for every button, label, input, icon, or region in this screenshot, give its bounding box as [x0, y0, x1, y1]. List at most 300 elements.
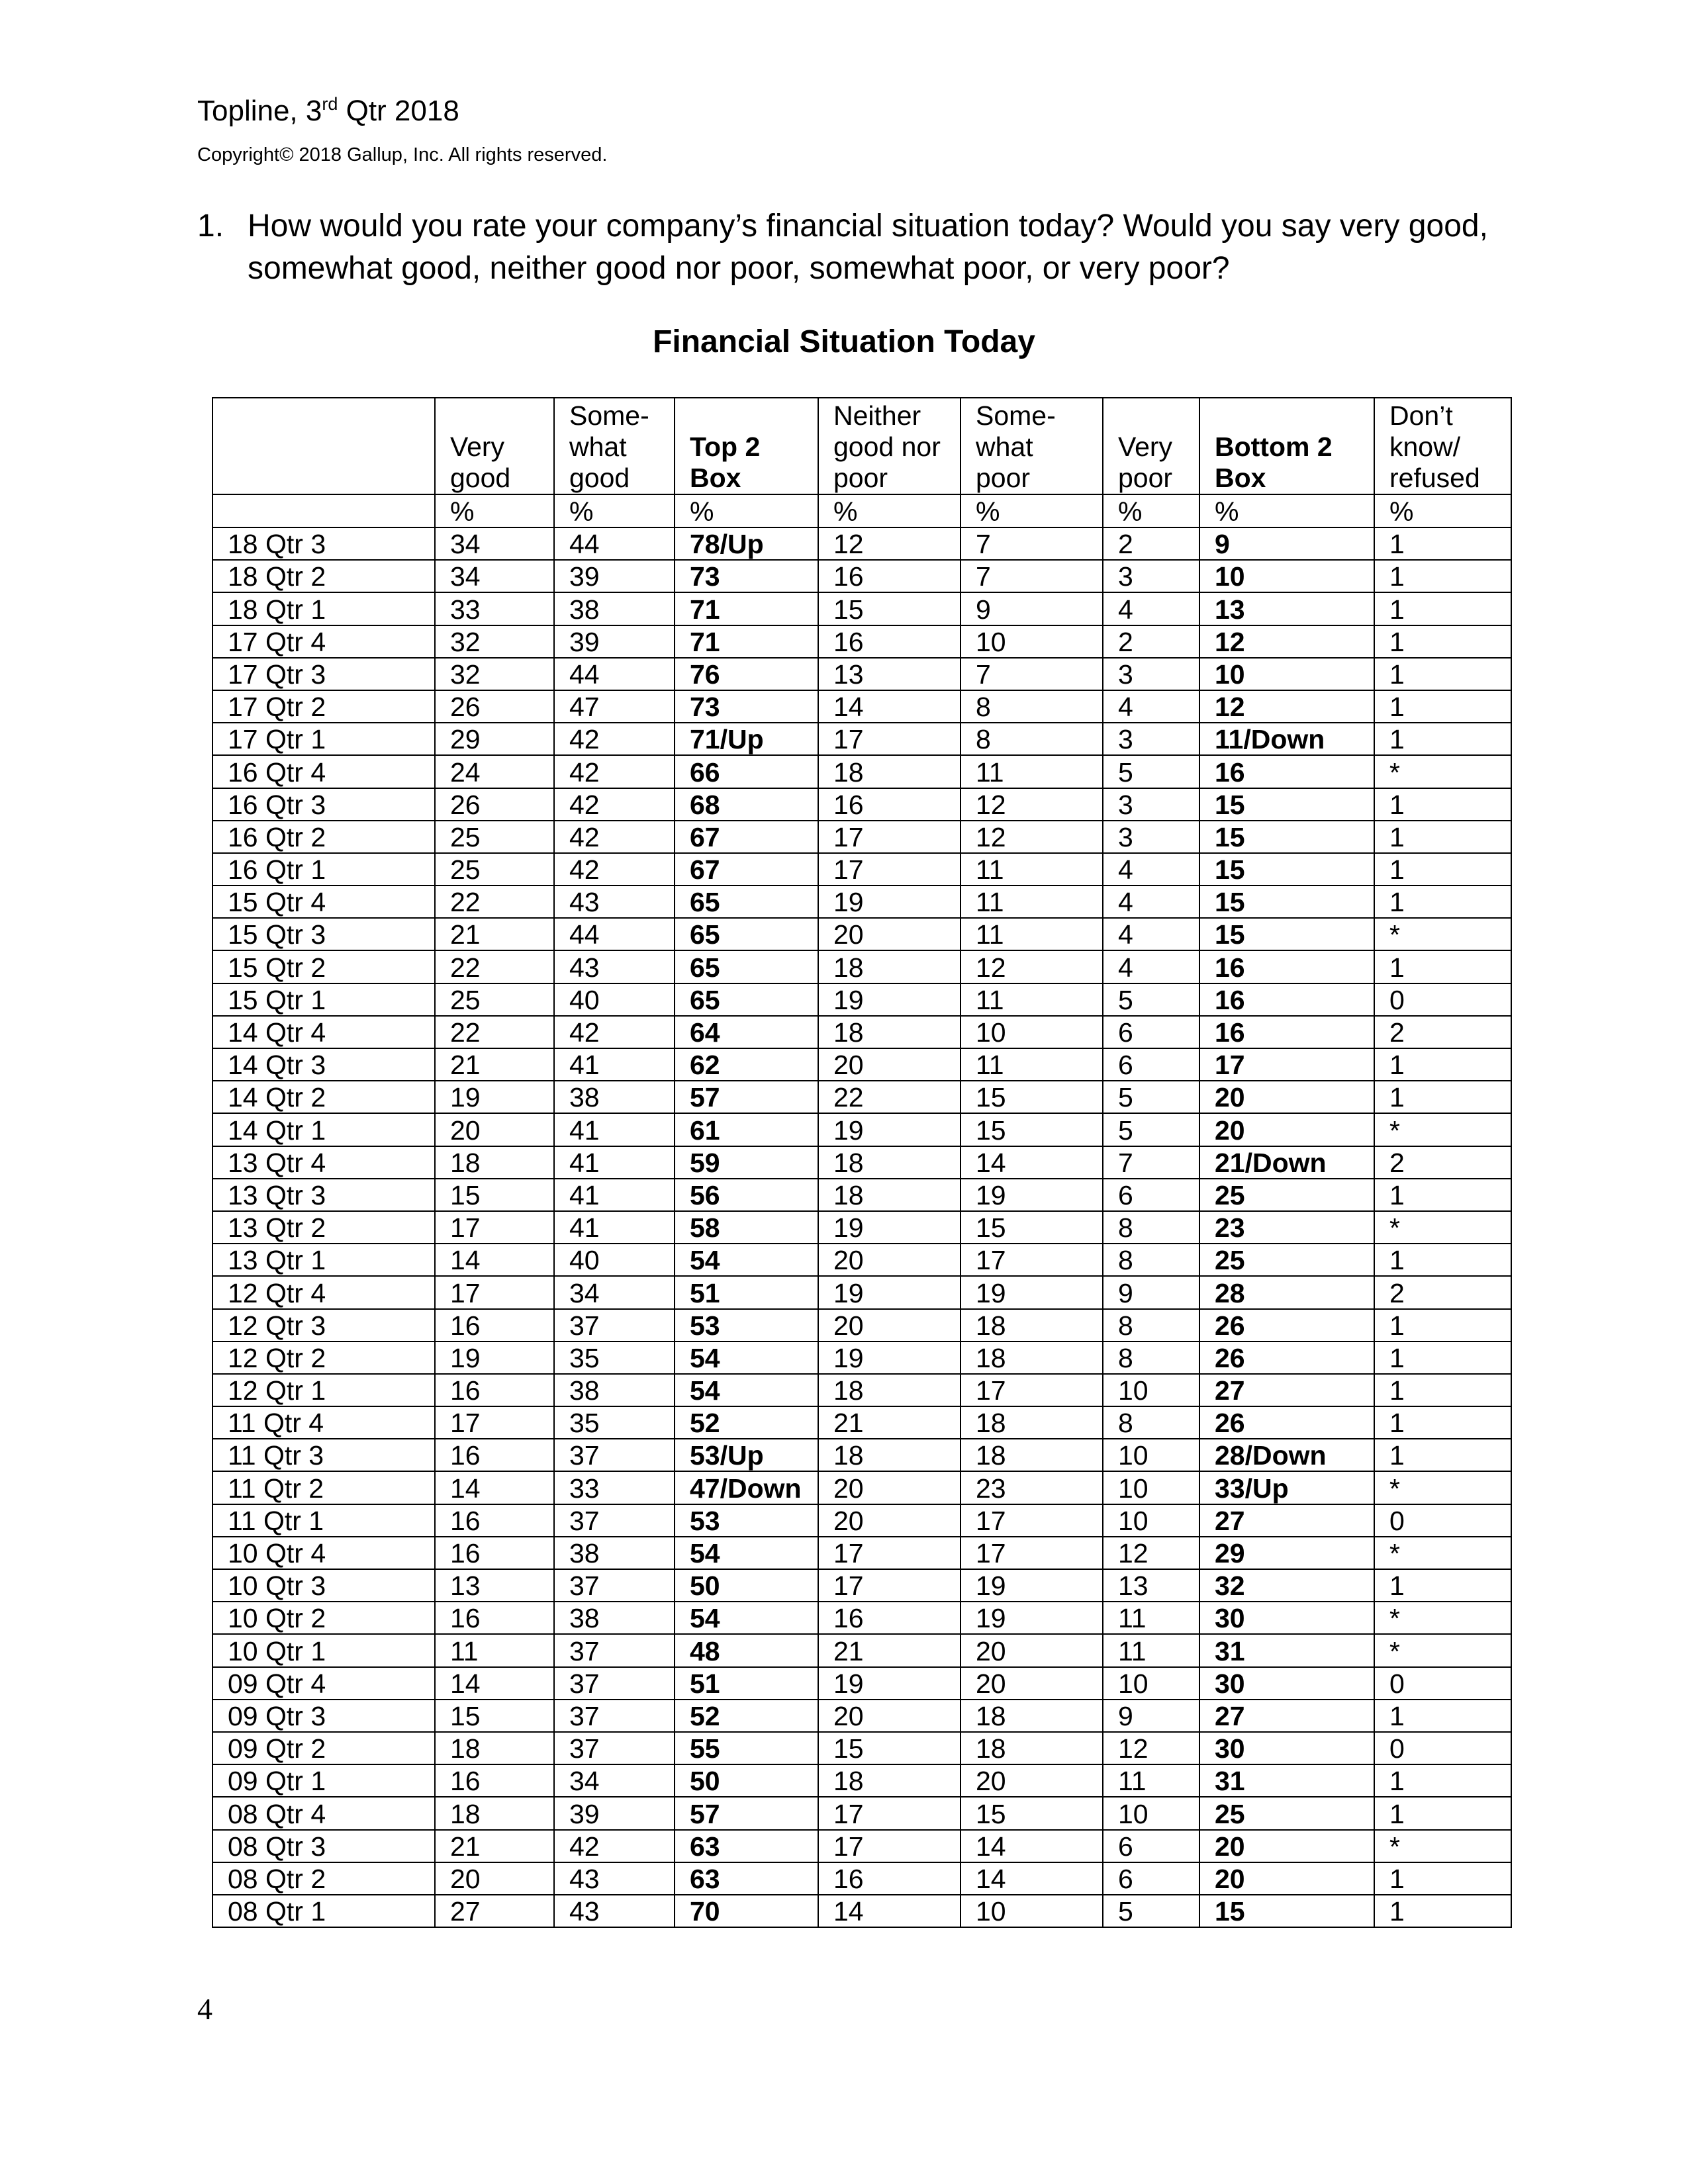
column-header-line: poor	[976, 463, 1031, 493]
data-cell: 17	[961, 1374, 1103, 1406]
table-row	[212, 560, 1511, 592]
data-cell: 17	[818, 1797, 961, 1829]
column-header-line: Top 2	[690, 432, 761, 462]
data-cell: 37	[554, 1439, 675, 1471]
data-cell: 52	[675, 1406, 818, 1439]
data-cell: 56	[675, 1179, 818, 1211]
data-cell: 16	[1199, 755, 1374, 788]
table-row	[212, 1504, 1511, 1537]
table-row	[212, 1406, 1511, 1439]
row-label-cell: 10 Qtr 4	[212, 1537, 435, 1569]
table-row	[212, 1016, 1511, 1048]
data-cell: 38	[554, 1081, 675, 1113]
data-cell: 18	[818, 1374, 961, 1406]
row-label-cell: 11 Qtr 2	[212, 1471, 435, 1504]
row-label-cell: 15 Qtr 3	[212, 918, 435, 950]
data-cell: 7	[961, 658, 1103, 690]
data-cell: 42	[554, 723, 675, 755]
row-label-cell: 18 Qtr 3	[212, 527, 435, 560]
data-cell: 21/Down	[1199, 1146, 1374, 1179]
unit-cell: %	[1103, 494, 1199, 527]
data-cell: 15	[435, 1179, 554, 1211]
column-header	[1103, 398, 1199, 494]
data-cell: 71/Up	[675, 723, 818, 755]
data-cell: 39	[554, 560, 675, 592]
data-cell: 15	[1199, 886, 1374, 918]
data-cell: 15	[961, 1211, 1103, 1244]
data-cell: 4	[1103, 950, 1199, 983]
data-cell: 43	[554, 1895, 675, 1927]
data-cell: 18	[818, 1764, 961, 1797]
data-cell: 25	[435, 853, 554, 886]
data-cell: 20	[1199, 1081, 1374, 1113]
data-cell: 3	[1103, 788, 1199, 821]
data-cell: 15	[1199, 918, 1374, 950]
data-cell: 9	[1199, 527, 1374, 560]
unit-cell: %	[675, 494, 818, 527]
data-cell: 1	[1374, 1862, 1511, 1895]
data-cell: 68	[675, 788, 818, 821]
table-row	[212, 1667, 1511, 1700]
data-cell: 1	[1374, 788, 1511, 821]
table-row	[212, 1439, 1511, 1471]
data-cell: 19	[818, 1211, 961, 1244]
header-title-prefix: Topline, 3	[197, 95, 322, 127]
column-header-line: Neither	[833, 400, 921, 431]
data-cell: 16	[435, 1537, 554, 1569]
row-label-cell: 11 Qtr 1	[212, 1504, 435, 1537]
data-cell: 37	[554, 1309, 675, 1342]
data-cell: 19	[961, 1276, 1103, 1308]
column-header-line: poor	[1118, 463, 1173, 493]
data-cell: 8	[1103, 1309, 1199, 1342]
data-cell: 66	[675, 755, 818, 788]
table-row	[212, 1113, 1511, 1146]
data-cell: 16	[435, 1374, 554, 1406]
data-cell: 17	[961, 1537, 1103, 1569]
data-cell: 70	[675, 1895, 818, 1927]
data-cell: 22	[435, 1016, 554, 1048]
data-cell: 8	[1103, 1244, 1199, 1276]
data-cell: 18	[961, 1732, 1103, 1764]
row-label-cell: 18 Qtr 2	[212, 560, 435, 592]
data-cell: 26	[1199, 1309, 1374, 1342]
data-cell: 1	[1374, 1406, 1511, 1439]
data-cell: 20	[818, 1504, 961, 1537]
data-cell: 3	[1103, 723, 1199, 755]
table-row	[212, 1895, 1511, 1927]
data-cell: 53	[675, 1504, 818, 1537]
data-cell: 30	[1199, 1602, 1374, 1634]
row-label-cell: 11 Qtr 3	[212, 1439, 435, 1471]
data-cell: 24	[435, 755, 554, 788]
data-cell: 57	[675, 1797, 818, 1829]
column-header-line: poor	[833, 463, 888, 493]
data-cell: 17	[818, 1537, 961, 1569]
data-cell: 76	[675, 658, 818, 690]
row-label-cell: 11 Qtr 4	[212, 1406, 435, 1439]
data-cell: 25	[1199, 1244, 1374, 1276]
row-label-cell: 17 Qtr 3	[212, 658, 435, 690]
row-label-cell: 12 Qtr 1	[212, 1374, 435, 1406]
data-cell: 42	[554, 788, 675, 821]
table-row	[212, 625, 1511, 658]
data-cell: 30	[1199, 1667, 1374, 1700]
data-cell: 17	[961, 1244, 1103, 1276]
data-cell: 14	[818, 1895, 961, 1927]
data-cell: 16	[435, 1602, 554, 1634]
financial-situation-table	[212, 397, 1512, 1928]
data-cell: 37	[554, 1732, 675, 1764]
table-row	[212, 723, 1511, 755]
data-cell: 39	[554, 1797, 675, 1829]
row-label-cell: 08 Qtr 4	[212, 1797, 435, 1829]
data-cell: 21	[818, 1406, 961, 1439]
data-cell: 50	[675, 1764, 818, 1797]
data-cell: 73	[675, 690, 818, 723]
data-cell: 8	[1103, 1406, 1199, 1439]
row-label-cell: 15 Qtr 2	[212, 950, 435, 983]
data-cell: 54	[675, 1602, 818, 1634]
table-column-header-row	[212, 398, 1511, 494]
data-cell: 2	[1374, 1146, 1511, 1179]
table-row	[212, 886, 1511, 918]
data-cell: 57	[675, 1081, 818, 1113]
row-label-cell: 14 Qtr 4	[212, 1016, 435, 1048]
unit-cell: %	[1199, 494, 1374, 527]
data-cell: 9	[1103, 1276, 1199, 1308]
data-cell: 42	[554, 1016, 675, 1048]
data-cell: 1	[1374, 853, 1511, 886]
table-units-row	[212, 494, 1511, 527]
data-cell: 17	[818, 1830, 961, 1862]
data-cell: 54	[675, 1342, 818, 1374]
column-header	[1374, 398, 1511, 494]
data-cell: 14	[818, 690, 961, 723]
row-label-cell: 08 Qtr 3	[212, 1830, 435, 1862]
row-label-cell: 14 Qtr 1	[212, 1113, 435, 1146]
row-label-cell: 16 Qtr 4	[212, 755, 435, 788]
data-cell: 1	[1374, 1244, 1511, 1276]
row-label-cell: 09 Qtr 4	[212, 1667, 435, 1700]
data-cell: *	[1374, 1113, 1511, 1146]
data-cell: 11	[435, 1634, 554, 1666]
data-cell: 35	[554, 1342, 675, 1374]
row-label-cell: 16 Qtr 3	[212, 788, 435, 821]
data-cell: 15	[818, 592, 961, 625]
column-header	[818, 398, 961, 494]
data-cell: 31	[1199, 1634, 1374, 1666]
data-cell: 67	[675, 821, 818, 853]
data-cell: 18	[818, 1179, 961, 1211]
data-cell: 16	[818, 560, 961, 592]
table-row	[212, 1146, 1511, 1179]
data-cell: 13	[1199, 592, 1374, 625]
data-cell: 20	[818, 1471, 961, 1504]
column-header-line: good	[450, 463, 511, 493]
data-cell: 11	[961, 853, 1103, 886]
row-label-cell: 14 Qtr 3	[212, 1048, 435, 1081]
data-cell: 19	[818, 1113, 961, 1146]
data-cell: 20	[1199, 1862, 1374, 1895]
data-cell: 5	[1103, 1081, 1199, 1113]
table-row	[212, 527, 1511, 560]
data-cell: 37	[554, 1504, 675, 1537]
data-cell: 22	[435, 886, 554, 918]
data-cell: 73	[675, 560, 818, 592]
data-cell: 17	[818, 821, 961, 853]
data-cell: 10	[1103, 1504, 1199, 1537]
data-cell: 10	[1103, 1667, 1199, 1700]
data-cell: 23	[1199, 1211, 1374, 1244]
header-title-superscript: rd	[322, 94, 338, 114]
data-cell: 38	[554, 1602, 675, 1634]
data-cell: 29	[1199, 1537, 1374, 1569]
data-cell: *	[1374, 1537, 1511, 1569]
data-cell: 44	[554, 918, 675, 950]
data-cell: 20	[818, 918, 961, 950]
data-cell: 37	[554, 1569, 675, 1602]
column-header	[435, 398, 554, 494]
data-cell: 16	[435, 1764, 554, 1797]
data-cell: 18	[961, 1342, 1103, 1374]
table-row	[212, 1048, 1511, 1081]
data-cell: 11	[961, 755, 1103, 788]
data-cell: 27	[1199, 1504, 1374, 1537]
data-cell: *	[1374, 1634, 1511, 1666]
data-cell: 1	[1374, 1179, 1511, 1211]
data-cell: 8	[1103, 1342, 1199, 1374]
data-cell: 14	[435, 1667, 554, 1700]
data-cell: 71	[675, 625, 818, 658]
data-cell: 18	[435, 1146, 554, 1179]
data-cell: 43	[554, 1862, 675, 1895]
table-row	[212, 1700, 1511, 1732]
table-row	[212, 950, 1511, 983]
data-cell: 25	[1199, 1797, 1374, 1829]
data-cell: 19	[818, 1276, 961, 1308]
data-cell: 10	[961, 1895, 1103, 1927]
data-cell: 18	[818, 1439, 961, 1471]
data-cell: 15	[961, 1113, 1103, 1146]
data-cell: 13	[1103, 1569, 1199, 1602]
data-cell: 14	[435, 1244, 554, 1276]
data-cell: 52	[675, 1700, 818, 1732]
data-cell: 62	[675, 1048, 818, 1081]
row-label-cell: 16 Qtr 1	[212, 853, 435, 886]
row-label-cell: 08 Qtr 1	[212, 1895, 435, 1927]
data-cell: 21	[818, 1634, 961, 1666]
data-cell: 41	[554, 1179, 675, 1211]
table-row	[212, 1179, 1511, 1211]
data-cell: 55	[675, 1732, 818, 1764]
row-label-cell: 15 Qtr 1	[212, 983, 435, 1016]
column-header-line: Bottom 2	[1215, 432, 1333, 462]
data-cell: 1	[1374, 625, 1511, 658]
data-cell: 6	[1103, 1830, 1199, 1862]
data-cell: 25	[435, 821, 554, 853]
data-cell: 16	[818, 1862, 961, 1895]
data-cell: 40	[554, 1244, 675, 1276]
question-number: 1.	[197, 208, 224, 244]
table-row	[212, 1764, 1511, 1797]
data-cell: 12	[1199, 690, 1374, 723]
data-cell: 64	[675, 1016, 818, 1048]
data-cell: 8	[1103, 1211, 1199, 1244]
data-cell: 11	[961, 886, 1103, 918]
row-label-cell: 17 Qtr 4	[212, 625, 435, 658]
data-cell: 10	[1199, 560, 1374, 592]
data-cell: 42	[554, 755, 675, 788]
data-cell: 15	[1199, 821, 1374, 853]
data-cell: 10	[1103, 1471, 1199, 1504]
data-cell: 13	[435, 1569, 554, 1602]
data-cell: 19	[818, 1667, 961, 1700]
data-cell: 35	[554, 1406, 675, 1439]
table-row	[212, 1797, 1511, 1829]
data-cell: 16	[1199, 1016, 1374, 1048]
data-cell: 37	[554, 1634, 675, 1666]
data-cell: 16	[818, 788, 961, 821]
data-cell: 10	[1103, 1374, 1199, 1406]
data-cell: 9	[961, 592, 1103, 625]
data-cell: 20	[1199, 1113, 1374, 1146]
data-cell: 10	[1199, 658, 1374, 690]
table-row	[212, 1081, 1511, 1113]
data-cell: 11	[1103, 1634, 1199, 1666]
row-label-cell: 08 Qtr 2	[212, 1862, 435, 1895]
data-cell: 5	[1103, 1113, 1199, 1146]
data-cell: 47	[554, 690, 675, 723]
column-header-line: good	[569, 463, 630, 493]
data-cell: 18	[435, 1732, 554, 1764]
data-cell: 54	[675, 1374, 818, 1406]
data-cell: 11	[1103, 1602, 1199, 1634]
data-cell: 3	[1103, 658, 1199, 690]
data-cell: 4	[1103, 690, 1199, 723]
data-cell: 2	[1374, 1016, 1511, 1048]
column-header-line: what	[569, 432, 627, 462]
unit-cell: %	[961, 494, 1103, 527]
row-label-cell: 15 Qtr 4	[212, 886, 435, 918]
data-cell: 32	[435, 625, 554, 658]
table-row	[212, 1732, 1511, 1764]
data-cell: 16	[818, 1602, 961, 1634]
data-cell: 20	[1199, 1830, 1374, 1862]
data-cell: 53/Up	[675, 1439, 818, 1471]
data-cell: 18	[818, 755, 961, 788]
row-label-cell: 10 Qtr 1	[212, 1634, 435, 1666]
data-cell: 54	[675, 1537, 818, 1569]
data-cell: 59	[675, 1146, 818, 1179]
data-cell: 19	[435, 1342, 554, 1374]
data-cell: 1	[1374, 1081, 1511, 1113]
column-header-line: good nor	[833, 432, 941, 462]
data-cell: 18	[961, 1700, 1103, 1732]
data-cell: 12	[1103, 1732, 1199, 1764]
data-cell: 28/Down	[1199, 1439, 1374, 1471]
unit-cell: %	[1374, 494, 1511, 527]
row-label-cell: 12 Qtr 4	[212, 1276, 435, 1308]
table-row	[212, 658, 1511, 690]
data-cell: 17	[435, 1406, 554, 1439]
row-label-cell: 09 Qtr 2	[212, 1732, 435, 1764]
data-cell: 14	[961, 1146, 1103, 1179]
data-cell: 63	[675, 1862, 818, 1895]
data-cell: 4	[1103, 853, 1199, 886]
table-row	[212, 1374, 1511, 1406]
data-cell: 17	[818, 853, 961, 886]
data-cell: 4	[1103, 918, 1199, 950]
data-cell: 43	[554, 950, 675, 983]
data-cell: 11	[961, 918, 1103, 950]
data-cell: 19	[818, 886, 961, 918]
data-cell: 65	[675, 983, 818, 1016]
column-header-blank	[212, 398, 435, 494]
data-cell: 18	[435, 1797, 554, 1829]
data-cell: *	[1374, 1211, 1511, 1244]
data-cell: 37	[554, 1700, 675, 1732]
data-cell: 15	[1199, 788, 1374, 821]
data-cell: 22	[818, 1081, 961, 1113]
data-cell: 16	[435, 1504, 554, 1537]
page-number: 4	[197, 1992, 212, 2026]
data-cell: 1	[1374, 1439, 1511, 1471]
data-cell: 0	[1374, 1504, 1511, 1537]
data-cell: 17	[818, 723, 961, 755]
table-row	[212, 1309, 1511, 1342]
data-cell: 31	[1199, 1764, 1374, 1797]
data-cell: 9	[1103, 1700, 1199, 1732]
data-cell: 19	[818, 983, 961, 1016]
data-cell: 33	[554, 1471, 675, 1504]
column-header-line: Box	[690, 463, 741, 493]
data-cell: 7	[961, 560, 1103, 592]
table-row	[212, 1211, 1511, 1244]
data-cell: 20	[961, 1667, 1103, 1700]
data-cell: 26	[435, 788, 554, 821]
row-label-cell: 18 Qtr 1	[212, 592, 435, 625]
row-label-cell: 13 Qtr 2	[212, 1211, 435, 1244]
data-cell: 23	[961, 1471, 1103, 1504]
data-cell: 10	[1103, 1797, 1199, 1829]
column-header-line: know/	[1389, 432, 1461, 462]
data-cell: 11	[961, 983, 1103, 1016]
data-cell: 5	[1103, 1895, 1199, 1927]
column-header-line: Box	[1215, 463, 1266, 493]
data-cell: 15	[961, 1081, 1103, 1113]
data-cell: 20	[435, 1113, 554, 1146]
data-cell: 42	[554, 853, 675, 886]
data-cell: 15	[1199, 1895, 1374, 1927]
data-cell: *	[1374, 755, 1511, 788]
data-cell: 30	[1199, 1732, 1374, 1764]
data-cell: 32	[435, 658, 554, 690]
row-label-cell: 13 Qtr 3	[212, 1179, 435, 1211]
data-cell: 38	[554, 1537, 675, 1569]
data-cell: 18	[818, 950, 961, 983]
column-header-line: Don’t	[1389, 400, 1453, 431]
data-cell: 15	[435, 1700, 554, 1732]
row-label-cell: 10 Qtr 3	[212, 1569, 435, 1602]
data-cell: 22	[435, 950, 554, 983]
unit-cell: %	[435, 494, 554, 527]
data-cell: 1	[1374, 723, 1511, 755]
data-cell: 6	[1103, 1179, 1199, 1211]
table-row	[212, 1537, 1511, 1569]
data-cell: 20	[818, 1048, 961, 1081]
table-title: Financial Situation Today	[653, 324, 1035, 359]
